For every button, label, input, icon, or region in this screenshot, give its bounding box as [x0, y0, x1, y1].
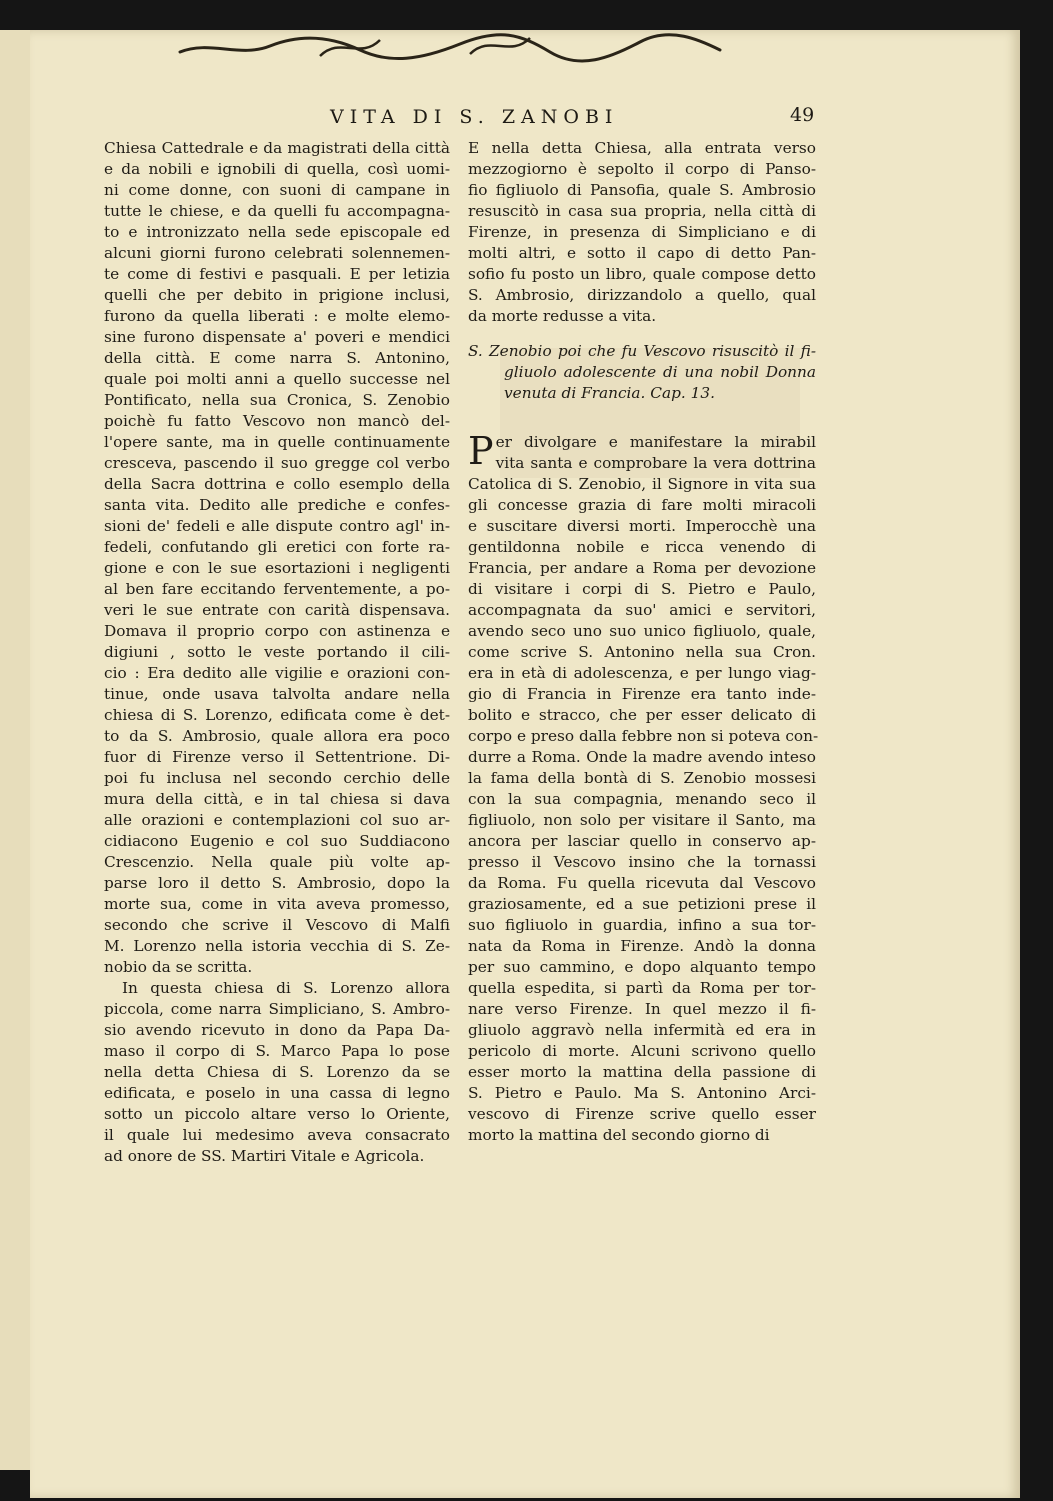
text-line: quelli che per debito in prigione inclusi,: [104, 286, 450, 304]
text-line: resuscitò in casa sua propria, nella città di: [468, 202, 816, 220]
text-line: vita santa e comprobare la vera dottrina: [495, 454, 816, 472]
text-line: nobio da se scritta.: [104, 958, 253, 976]
text-line: Francia, per andare a Roma per devozione: [468, 559, 816, 577]
text-line: fuor di Firenze verso il Settentrione. Di-: [104, 748, 450, 766]
text-line: alle orazioni e contemplazioni col suo ar-: [104, 811, 450, 829]
text-line: gliuolo aggravò nella infermità ed era in: [468, 1021, 816, 1039]
text-line: graziosamente, ed a sue petizioni prese il: [468, 895, 816, 913]
text-line: nata da Roma in Firenze. Andò la donna: [468, 937, 816, 955]
text-line: er divolgare e manifestare la mirabil: [495, 433, 816, 451]
text-line: con la sua compagnia, menando seco il: [468, 790, 816, 808]
text-line: alcuni giorni furono celebrati solennemen-: [104, 244, 450, 262]
text-line: suo figliuolo in guardia, infino a sua tor-: [468, 916, 816, 934]
text-line: tutte le chiese, e da quelli fu accompagna-: [104, 202, 450, 220]
text-line: parse loro il detto S. Ambrosio, dopo la: [104, 874, 450, 892]
text-line: al ben fare eccitando ferventemente, a po-: [104, 580, 450, 598]
text-line: Firenze, in presenza di Simpliciano e di: [468, 223, 816, 241]
text-line: tinue, onde usava talvolta andare nella: [104, 685, 450, 703]
text-line: veri le sue entrate con carità dispensava.: [104, 601, 450, 619]
page-number: 49: [790, 104, 815, 126]
text-line: vescovo di Firenze scrive quello esser: [468, 1105, 816, 1123]
text-line: e suscitare diversi morti. Imperocchè una: [468, 517, 816, 535]
running-head: VITA DI S. ZANOBI: [330, 106, 619, 128]
text-line: avendo seco uno suo unico figliuolo, quale,: [468, 622, 816, 640]
text-line: nella detta Chiesa di S. Lorenzo da se: [104, 1063, 450, 1081]
text-line: secondo che scrive il Vescovo di Malfi: [104, 916, 450, 934]
text-line: come scrive S. Antonino nella sua Cron.: [468, 643, 816, 661]
text-line: piccola, come narra Simpliciano, S. Ambro-: [104, 1000, 450, 1018]
text-line: sotto un piccolo altare verso lo Oriente,: [104, 1105, 450, 1123]
text-line: durre a Roma. Onde la madre avendo inteso: [468, 748, 816, 766]
text-line: E nella detta Chiesa, alla entrata verso: [468, 139, 816, 157]
text-line: per suo cammino, e dopo alquanto tempo: [468, 958, 816, 976]
text-line: nare verso Firenze. In quel mezzo il fi-: [468, 1000, 816, 1018]
text-line: ad onore de SS. Martiri Vitale e Agricola.: [104, 1147, 425, 1165]
heading-line: gliuolo adolescente di una nobil Donna: [504, 363, 816, 381]
text-line: Chiesa Cattedrale e da magistrati della città: [104, 139, 450, 157]
text-line: ancora per lasciar quello in conservo ap-: [468, 832, 816, 850]
text-line: chiesa di S. Lorenzo, edificata come è det-: [104, 706, 450, 724]
text-line: l'opere sante, ma in quelle continuamente: [104, 433, 450, 451]
text-line: sioni de' fedeli e alle dispute contro agl' in-: [104, 517, 450, 535]
right-paragraph-2: [468, 429, 819, 1146]
left-column: [104, 138, 450, 1167]
heading-line: venuta di Francia. Cap. 13.: [504, 384, 715, 402]
text-line: Catolica di S. Zenobio, il Signore in vita sua: [468, 475, 816, 493]
text-line: quale poi molti anni a quello successe nel: [104, 370, 450, 388]
text-line: cidiacono Eugenio e col suo Suddiacono: [104, 832, 450, 850]
text-line: poi fu inclusa nel secondo cerchio delle: [104, 769, 450, 787]
text-line: to da S. Ambrosio, quale allora era poco: [104, 727, 450, 745]
text-line: della Sacra dottrina e collo esemplo della: [104, 475, 450, 493]
drop-cap: P: [468, 429, 494, 473]
left-paragraph-1: [104, 138, 450, 978]
text-line: fio figliuolo di Pansofia, quale S. Ambrosio: [468, 181, 816, 199]
text-line: In questa chiesa di S. Lorenzo allora: [122, 979, 450, 997]
text-line: sofio fu posto un libro, quale compose detto: [468, 265, 816, 283]
text-line: sine furono dispensate a' poveri e mendici: [104, 328, 450, 346]
text-line: di visitare i corpi di S. Pietro e Paulo,: [468, 580, 816, 598]
text-line: fedeli, confutando gli eretici con forte ra-: [104, 538, 450, 556]
text-line: S. Ambrosio, dirizzandolo a quello, qual: [468, 286, 816, 304]
text-line: presso il Vescovo insino che la tornassi: [468, 853, 816, 871]
text-line: mezzogiorno è sepolto il corpo di Panso-: [468, 160, 816, 178]
text-line: pericolo di morte. Alcuni scrivono quello: [468, 1042, 816, 1060]
text-line: maso il corpo di S. Marco Papa lo pose: [104, 1042, 450, 1060]
text-line: gione e con le sue esortazioni i negligenti: [104, 559, 450, 577]
text-line: accompagnata da suo' amici e servitori,: [468, 601, 816, 619]
text-line: molti altri, e sotto il capo di detto Pan-: [468, 244, 816, 262]
text-line: morto la mattina del secondo giorno di: [468, 1126, 770, 1144]
text-line: furono da quella liberati : e molte elemo-: [104, 307, 450, 325]
text-line: da morte redusse a vita.: [468, 307, 657, 325]
text-line: mura della città, e in tal chiesa si dava: [104, 790, 450, 808]
text-line: santa vita. Dedito alle prediche e confes-: [104, 496, 450, 514]
text-line: e da nobili e ignobili di quella, così uomi-: [104, 160, 450, 178]
text-line: esser morto la mattina della passione di: [468, 1063, 816, 1081]
text-line: corpo e preso dalla febbre non si poteva con-: [468, 727, 819, 745]
text-line: poichè fu fatto Vescovo non mancò del-: [104, 412, 450, 430]
text-line: to e intronizzato nella sede episcopale ed: [104, 223, 450, 241]
text-line: gli concesse grazia di fare molti miracoli: [468, 496, 816, 514]
text-line: la fama della bontà di S. Zenobio mossesi: [468, 769, 816, 787]
text-line: gio di Francia in Firenze era tanto inde-: [468, 685, 816, 703]
text-line: S. Pietro e Paulo. Ma S. Antonino Arci-: [468, 1084, 816, 1102]
text-line: figliuolo, non solo per visitare il Santo, ma: [468, 811, 816, 829]
text-line: era in età di adolescenza, e per lungo viag-: [468, 664, 816, 682]
text-line: cio : Era dedito alle vigilie e orazioni con-: [104, 664, 450, 682]
text-line: cresceva, pascendo il suo gregge col verbo: [104, 454, 450, 472]
text-line: quella espedita, si partì da Roma per tor-: [468, 979, 816, 997]
text-line: della città. E come narra S. Antonino,: [104, 349, 450, 367]
text-line: Crescenzio. Nella quale più volte ap-: [104, 853, 450, 871]
text-line: te come di festivi e pasquali. E per letizia: [104, 265, 450, 283]
left-paragraph-2: [104, 978, 450, 1167]
text-line: morte sua, come in vita aveva promesso,: [104, 895, 450, 913]
spacer: [468, 327, 816, 341]
text-line: il quale lui medesimo aveva consacrato: [104, 1126, 450, 1144]
text-line: gentildonna nobile e ricca venendo di: [468, 538, 816, 556]
text-line: da Roma. Fu quella ricevuta dal Vescovo: [468, 874, 816, 892]
text-line: edificata, e poselo in una cassa di legno: [104, 1084, 450, 1102]
text-line: sio avendo ricevuto in dono da Papa Da-: [104, 1021, 450, 1039]
text-line: bolito e stracco, che per esser delicato di: [468, 706, 816, 724]
spacer: [468, 404, 816, 432]
text-line: Domava il proprio corpo con astinenza e: [104, 622, 450, 640]
text-line: M. Lorenzo nella istoria vecchia di S. Ze-: [104, 937, 450, 955]
handwritten-scribble: [170, 30, 730, 64]
chapter-heading: [468, 341, 816, 404]
right-paragraph-1: [468, 138, 816, 327]
text-line: digiuni , sotto le veste portando il cili-: [104, 643, 450, 661]
heading-line: S. Zenobio poi che fu Vescovo risuscitò il fi-: [468, 342, 816, 360]
text-line: Pontificato, nella sua Cronica, S. Zenobio: [104, 391, 450, 409]
right-column: [468, 138, 819, 1146]
text-line: ni come donne, con suoni di campane in: [104, 181, 450, 199]
